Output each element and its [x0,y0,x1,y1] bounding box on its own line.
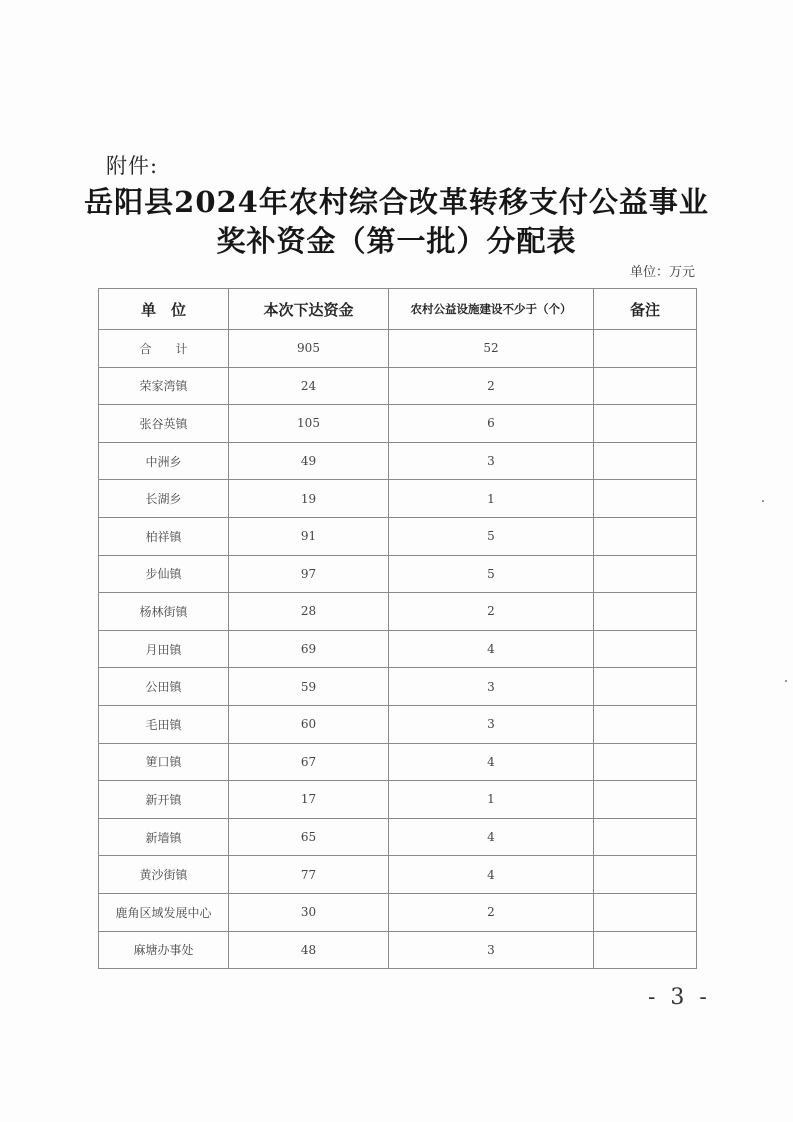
column-header-facilities: 农村公益设施建设不少于（个） [389,289,594,330]
cell-unit: 长湖乡 [99,480,229,518]
cell-funds: 77 [229,856,389,894]
cell-facilities: 6 [389,405,594,443]
cell-note [594,705,697,743]
cell-funds: 24 [229,367,389,405]
cell-unit: 公田镇 [99,668,229,706]
cell-facilities: 52 [389,330,594,368]
table-row [99,931,697,969]
cell-note [594,856,697,894]
table-row [99,630,697,668]
cell-facilities: 4 [389,856,594,894]
table-row [99,743,697,781]
table-row [99,818,697,856]
table-row [99,893,697,931]
cell-unit: 麻塘办事处 [99,931,229,969]
cell-unit: 毛田镇 [99,705,229,743]
cell-funds: 97 [229,555,389,593]
table-row [99,367,697,405]
cell-note [594,555,697,593]
cell-note [594,630,697,668]
cell-unit: 鹿角区域发展中心 [99,893,229,931]
cell-note [594,405,697,443]
table-row [99,781,697,819]
scan-speck [785,680,787,682]
cell-funds: 19 [229,480,389,518]
cell-unit: 张谷英镇 [99,405,229,443]
cell-note [594,367,697,405]
cell-funds: 67 [229,743,389,781]
table-row [99,555,697,593]
cell-facilities: 5 [389,555,594,593]
cell-facilities: 1 [389,480,594,518]
table-row [99,330,697,368]
cell-funds: 69 [229,630,389,668]
cell-funds: 59 [229,668,389,706]
cell-facilities: 3 [389,442,594,480]
column-header-unit: 单 位 [99,289,229,330]
cell-facilities: 2 [389,593,594,631]
table-row [99,442,697,480]
cell-note [594,442,697,480]
column-header-funds: 本次下达资金 [229,289,389,330]
cell-facilities: 2 [389,893,594,931]
cell-facilities: 2 [389,367,594,405]
cell-funds: 17 [229,781,389,819]
table-row [99,593,697,631]
cell-unit: 杨林街镇 [99,593,229,631]
cell-note [594,781,697,819]
cell-funds: 91 [229,517,389,555]
column-header-note: 备注 [594,289,697,330]
table-row [99,405,697,443]
cell-facilities: 4 [389,630,594,668]
cell-facilities: 4 [389,818,594,856]
cell-unit: 筻口镇 [99,743,229,781]
cell-unit: 中洲乡 [99,442,229,480]
cell-note [594,593,697,631]
cell-unit: 月田镇 [99,630,229,668]
cell-note [594,818,697,856]
cell-unit: 新开镇 [99,781,229,819]
cell-note [594,668,697,706]
cell-unit: 新墙镇 [99,818,229,856]
cell-funds: 105 [229,405,389,443]
table-row [99,856,697,894]
scan-speck [762,500,764,502]
cell-unit: 荣家湾镇 [99,367,229,405]
allocation-table [98,288,697,969]
table-row [99,480,697,518]
cell-unit: 黄沙街镇 [99,856,229,894]
cell-funds: 905 [229,330,389,368]
cell-funds: 65 [229,818,389,856]
cell-note [594,330,697,368]
page-number: - 3 - [648,985,711,1010]
document-title-line-1: 岳阳县2024年农村综合改革转移支付公益事业 [84,185,709,219]
cell-note [594,743,697,781]
cell-funds: 49 [229,442,389,480]
table-row [99,517,697,555]
attachment-label: 附件: [106,154,159,178]
cell-facilities: 3 [389,705,594,743]
cell-note [594,517,697,555]
cell-note [594,893,697,931]
cell-note [594,931,697,969]
table-row [99,668,697,706]
cell-funds: 60 [229,705,389,743]
cell-funds: 30 [229,893,389,931]
cell-unit: 步仙镇 [99,555,229,593]
table-row [99,705,697,743]
cell-facilities: 1 [389,781,594,819]
unit-label: 单位：万元 [629,265,695,280]
cell-facilities: 5 [389,517,594,555]
table-header-row [99,289,697,330]
cell-funds: 28 [229,593,389,631]
cell-funds: 48 [229,931,389,969]
cell-note [594,480,697,518]
cell-facilities: 4 [389,743,594,781]
cell-unit: 合 计 [99,330,229,368]
cell-facilities: 3 [389,931,594,969]
cell-unit: 柏祥镇 [99,517,229,555]
cell-facilities: 3 [389,668,594,706]
document-title-line-2: 奖补资金（第一批）分配表 [216,224,577,258]
table-body [99,330,697,969]
